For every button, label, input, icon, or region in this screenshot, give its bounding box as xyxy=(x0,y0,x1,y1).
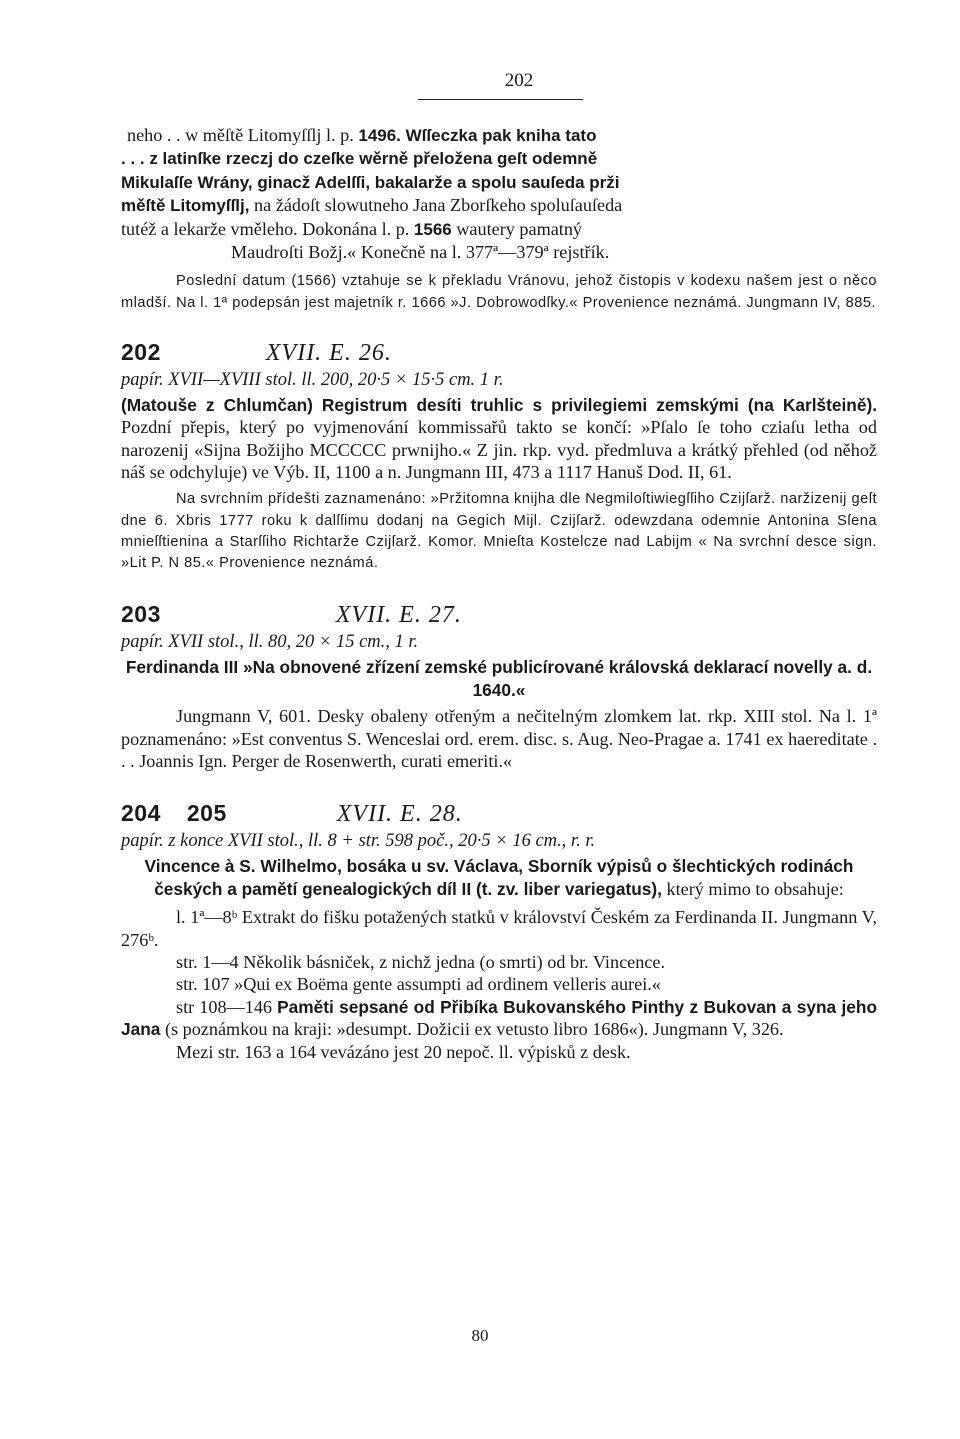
entry-heading xyxy=(121,601,877,629)
entry-number: 202 xyxy=(121,338,161,365)
running-page-number: 202 xyxy=(504,70,534,91)
entry-heading xyxy=(121,800,877,828)
entry-physical-description: papír. XVII—XVIII stol. ll. 200, 20·5 × 15·5 cm. 1 r. xyxy=(121,369,504,390)
entry-heading xyxy=(121,339,877,367)
intro-note: Poslední datum (1566) vztahuje se k překladu Vránovu, jehož čistopis v kodexu našem jest o něco mladší. Na l. 1ª podepsán jest majetník r. 1666 »J. Dobrowodſky.« Provenience neznámá. Jungmann IV, 885. xyxy=(121,273,877,311)
entry-note: Na svrchním přídešti zaznamenáno: »Pržitomna knijha dle Negmiloſtiwiegſſiho Czijſarž. naržizenij geſt dne 6. Xbris 1777 roku k dalſſimu dodanj na Gegich Mijl. Czijſarž. odewzdana odemnie Antonina Sſena mnieſſtienina a Starſſiho Richtarže Czijſarž. Komor. Mnieſta Kostelcze nad Labijm « Na svrchní desce sign. »Lit P. N 85.« Provenience neznámá. xyxy=(121,491,878,572)
intro-line-1: neho . . w měſtě Litomyſſlj l. p. 1496. Wſſeczka pak kniha tato xyxy=(127,125,597,145)
intro-line-6: Maudroſti Božj.« Konečně na l. 377ª—379ª rejstřík. xyxy=(231,242,610,263)
entry-title: Vincence à S. Wilhelmo, bosáka u sv. Václava, Sborník výpisů o šlechtických rodinách českých a pamětí genealogických díl II (t. zv. liber variegatus), který mimo to obsahuje: xyxy=(144,856,854,899)
entry-description: Jungmann V, 601. Desky obaleny otřeným a nečitelným zlomkem lat. rkp. XIII stol. Na l. 1ª poznamenáno: »Est conventus S. Wenceslai ord. erem. disc. s. Aug. Neo-Pragae a. 1741 ex haereditate . . . Joannis Ign. Perger de Rosenwerth, curati emeriti.« xyxy=(121,706,877,771)
entry-number: 203 xyxy=(121,601,161,628)
intro-line-3: Mikulaſſe Wrány, ginacž Adelſſi, bakalarže a spolu sauſeda prži xyxy=(121,172,620,192)
contents-item: Mezi str. 163 a 164 vevázáno jest 20 nepoč. ll. výpisků z desk. xyxy=(176,1041,631,1062)
page-footer-number: 80 xyxy=(471,1326,489,1345)
entry-number-second: 205 xyxy=(186,800,227,827)
contents-item: str 108—146 Paměti sepsané od Přibíka Bukovanského Pinthy z Bukovan a syna jeho Jana (s poznámkou na kraji: »desumpt. Dožicii ex vetusto libro 1686«). Jungmann V, 326. xyxy=(121,996,878,1040)
contents-item: str. 1—4 Několik básniček, z nichž jedna (o smrti) od br. Vincence. xyxy=(176,951,665,972)
contents-item: l. 1ª—8ᵇ Extrakt do fišku potažených statků v království Českém za Ferdinanda II. Jungmann V, 276ᵇ. xyxy=(121,907,877,950)
intro-text xyxy=(121,124,877,314)
document-page xyxy=(121,70,877,1063)
intro-line-2: . . . z latinſke rzeczj do czeſke wěrně přeložena geſt odemně xyxy=(121,149,598,169)
shelf-signature: XVII. E. 27. xyxy=(335,602,462,629)
entry-title: (Matouše z Chlumčan) Registrum desíti truhlic s privilegiemi zemskými (na Karlšteině). xyxy=(121,394,877,415)
shelf-signature: XVII. E. 26. xyxy=(265,339,392,366)
entry-physical-description: papír. z konce XVII stol., ll. 8 + str. 598 poč., 20·5 × 16 cm., r. r. xyxy=(121,831,596,852)
contents-item: str. 107 »Qui ex Boëma gente assumpti ad ordinem velleris aurei.« xyxy=(176,974,661,995)
entry-number: 204 xyxy=(121,800,161,827)
entry-description: (Matouše z Chlumčan) Registrum desíti truhlic s privilegiemi zemskými (na Karlšteině). Pozdní přepis, který po vyjmenování kommissařů takto se končí: »Pſalo ſe toho cziaſu letha od narozenij «Sijna Božijho MCCCCC prwnijho.« Z jin. rkp. vyd. předmluva a krátký přehled (od něhož náš se odchyluje) ve Výb. II, 1100 a n. Jungmann III, 473 a 1117 Hanuš Dod. II, 61. xyxy=(121,394,877,483)
catalog-entry-202 xyxy=(121,339,877,574)
intro-line-4: měſtě Litomyſſlj, na žádoſt slowutneho Jana Zborſkeho spoluſauſeda xyxy=(121,195,623,216)
catalog-entry-204-205 xyxy=(121,800,877,1063)
entry-title: Ferdinanda III »Na obnovené zřízení zemské publicírované královská deklarací novelly a. d. 1640.« xyxy=(125,657,873,700)
shelf-signature: XVII. E. 28. xyxy=(336,801,463,828)
catalog-entry-203 xyxy=(121,601,877,772)
intro-line-5: tutéž a lekarže vměleho. Dokonána l. p. 1566 wautery pamatný xyxy=(121,218,583,239)
entry-physical-description: papír. XVII stol., ll. 80, 20 × 15 cm., 1 r. xyxy=(121,632,419,653)
